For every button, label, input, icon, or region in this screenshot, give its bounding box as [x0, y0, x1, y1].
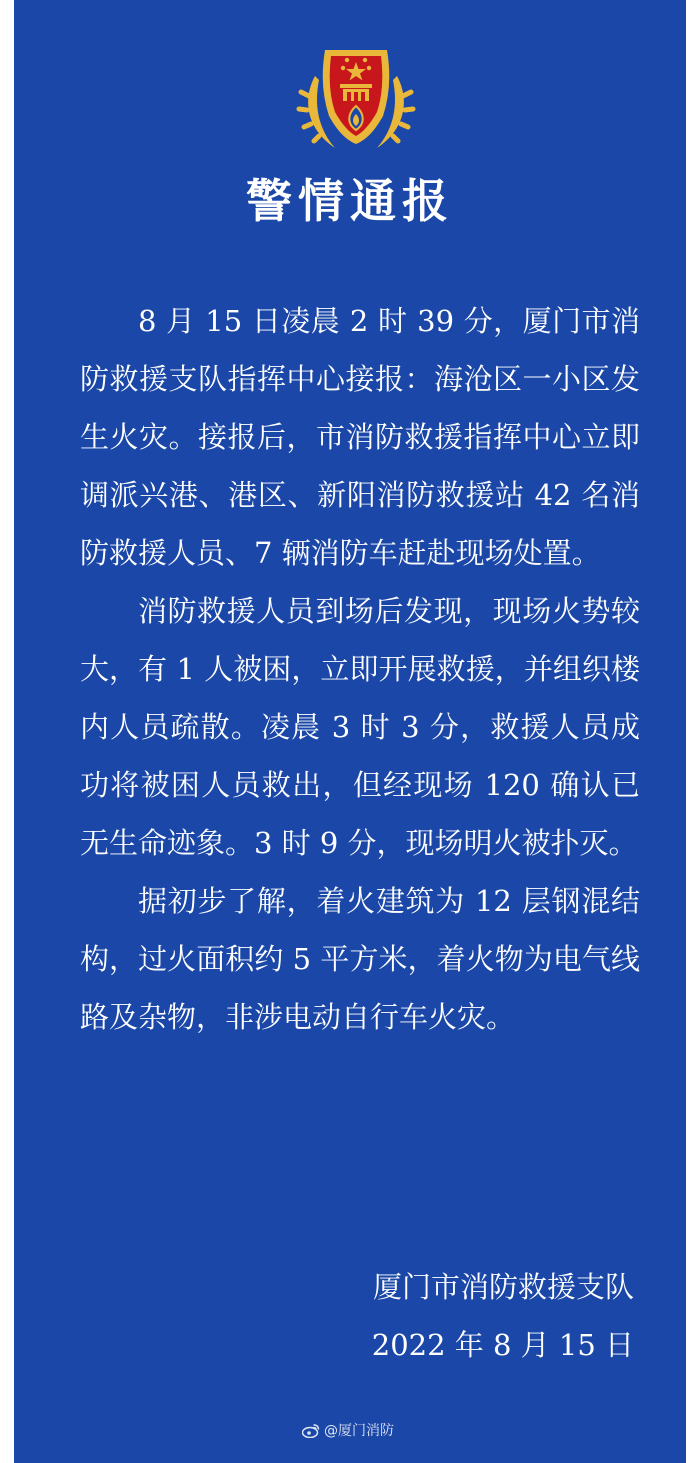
notice-body: [80, 292, 640, 1046]
notice-paragraph: 据初步了解，着火建筑为 12 层钢混结构，过火面积约 5 平方米，着火物为电气线路及杂物，非涉电动自行车火灾。: [80, 884, 640, 1034]
weibo-icon: [302, 1423, 320, 1438]
notice-paragraph: 消防救援人员到场后发现，现场火势较大，有 1 人被困，立即开展救援，并组织楼内人员疏散。凌晨 3 时 3 分，救援人员成功将被困人员救出，但经现场 120 确认已无生命迹象。3 时 9 分，现场明火被扑灭。: [80, 594, 640, 860]
notice-poster: [14, 0, 686, 1463]
signature-block: [372, 1258, 634, 1374]
issue-date: 2022 年 8 月 15 日: [371, 1328, 634, 1362]
fire-rescue-emblem-icon: [295, 36, 417, 158]
weibo-watermark: [302, 1420, 394, 1440]
issuer-name: 厦门市消防救援支队: [372, 1270, 634, 1304]
notice-title: 警情通报: [246, 174, 454, 228]
watermark-text: @厦门消防: [324, 1423, 394, 1439]
notice-paragraph: 8 月 15 日凌晨 2 时 39 分，厦门市消防救援支队指挥中心接报：海沧区一小区发生火灾。接报后，市消防救援指挥中心立即调派兴港、港区、新阳消防救援站 42 名消防救援人员、7 辆消防车赶赴现场处置。: [80, 304, 640, 570]
